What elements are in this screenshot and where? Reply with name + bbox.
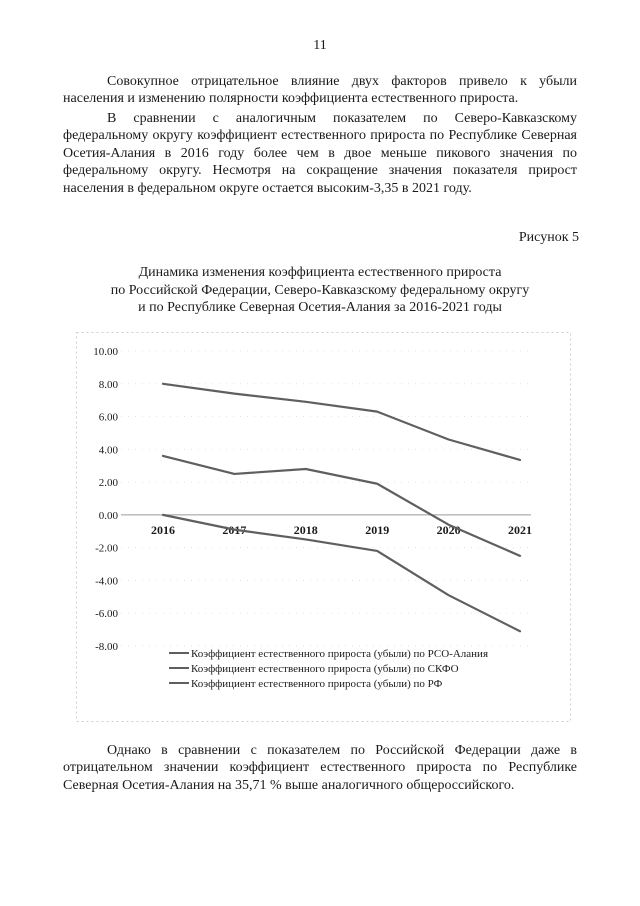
x-tick-label: 2021 — [508, 522, 532, 537]
page-number: 11 — [313, 38, 327, 53]
legend-label: Коэффициент естественного прироста (убыли) по РФ — [191, 678, 443, 690]
figure-title-line: по Российской Федерации, Северо-Кавказскому федеральному округу — [110, 282, 530, 298]
y-tick-label: -4.00 — [95, 575, 118, 588]
y-tick-label: 6.00 — [98, 411, 118, 424]
legend-label: Коэффициент естественного прироста (убыли) по РСО-Алания — [191, 648, 488, 660]
y-tick-label: 2.00 — [98, 477, 118, 490]
figure-label: Рисунок 5 — [518, 230, 579, 245]
y-tick-label: 4.00 — [98, 444, 118, 457]
x-tick-label: 2018 — [293, 522, 318, 537]
y-tick-label: -8.00 — [95, 641, 118, 653]
line-chart — [76, 332, 572, 724]
series-line — [163, 456, 520, 556]
figure-title-line: Динамика изменения коэффициента естественного прироста — [138, 265, 502, 280]
figure-title — [0, 264, 640, 317]
paragraph-2: В сравнении с аналогичным показателем по Северо-Кавказскому федеральному округу коэффициент естественного прироста по Республике Северная Осетия-Алания в 2016 году более чем в двое меньше пикового значения по федеральному округу. Несмотря на сокращение значения показателя прирост населения в федеральном округе остается высоким-3,35 в 2021 году. — [63, 111, 577, 196]
series-line — [163, 384, 520, 460]
x-tick-label: 2019 — [365, 522, 390, 537]
paragraph-1: Совокупное отрицательное влияние двух факторов привело к убыли населения и изменению полярности коэффициента естественного прироста. — [63, 74, 577, 107]
y-tick-label: -6.00 — [95, 608, 118, 621]
x-tick-label: 2017 — [222, 522, 247, 537]
y-tick-label: 10.00 — [93, 346, 118, 358]
x-tick-label: 2016 — [151, 522, 175, 537]
y-tick-label: 8.00 — [98, 378, 118, 391]
y-tick-label: -2.00 — [95, 542, 118, 555]
y-tick-label: 0.00 — [98, 509, 118, 522]
paragraph-3: Однако в сравнении с показателем по Российской Федерации даже в отрицательном значении коэффициент естественного прироста по Республике Северная Осетия-Алания на 35,71 % выше аналогичного общероссийского. — [63, 743, 577, 793]
figure-title-line: и по Республике Северная Осетия-Алания за 2016-2021 годы — [138, 300, 502, 315]
legend-label: Коэффициент естественного прироста (убыли) по СКФО — [191, 663, 459, 675]
x-tick-label: 2020 — [436, 522, 461, 537]
